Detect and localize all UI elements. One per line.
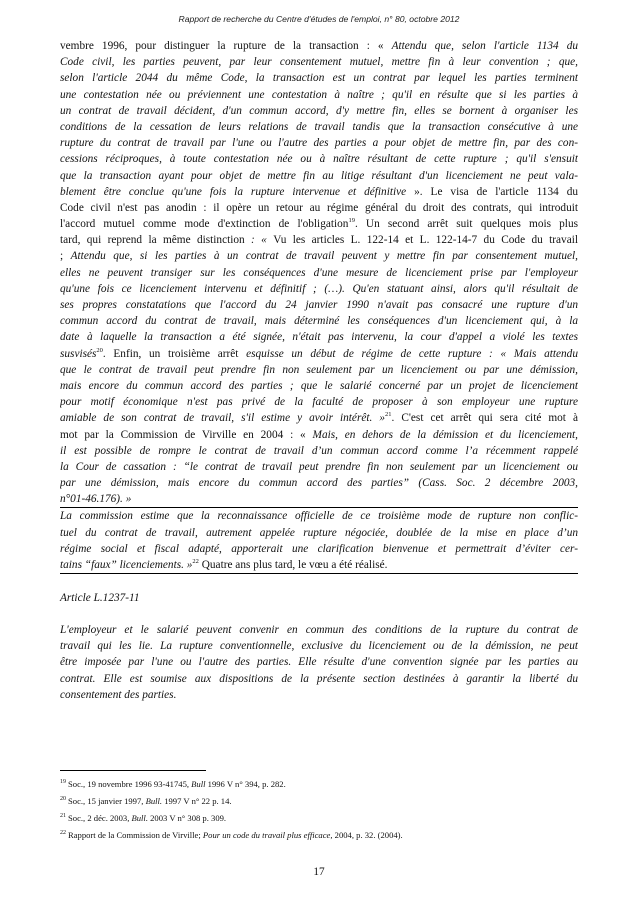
footnote-text: Soc., 2 déc. 2003, <box>68 813 132 823</box>
text-line: La commission estime que la reconnaissance officielle de ce troisième mode de rupture non conflic- <box>60 510 578 523</box>
text-run: mot par la Commission de Virville en 2004 : « <box>60 428 313 441</box>
quote-run: blement être conclue qu'une fois la rupture intervenue et définitive <box>60 185 407 198</box>
footnote-number: 22 <box>60 830 66 837</box>
text-line: pour motif économique n'est pas privé de la faculté de proposer à son employeur une rupture <box>60 396 578 409</box>
text-line <box>60 557 578 573</box>
footnote-number: 19 <box>60 779 66 786</box>
text-line: tuel du contrat de travail, autrement appelée rupture négociée, doublée de la mise en place d’un <box>60 526 578 539</box>
text-line: cessions réciproques, à toute contestation née ou à naître résultant de cette rupture ; qu'il s'ensuit <box>60 153 578 166</box>
text-line <box>60 248 578 264</box>
text-line: un contrat de travail décident, d'un commun accord, d'y mettre fin, elles se bornent à organiser les <box>60 104 578 117</box>
text-line: la Cour de cassation : “le contrat de travail peut prendre fin non seulement par un licenciement ou <box>60 460 578 473</box>
text-line: une contestation née ou préviennent une contestation à naître ; qu'il en résulte que si les parties à <box>60 88 578 101</box>
text-run: Vu les articles L. 122-14 et L. 122-14-7 du Code du travail <box>273 234 578 247</box>
body-text <box>60 38 578 574</box>
footnote-number: 21 <box>60 813 66 820</box>
footnote-separator <box>60 770 206 771</box>
footnote-ref-19[interactable]: 19 <box>348 217 355 225</box>
text-line: selon l'article 2044 du même Code, la transaction est un contrat par lequel les parties terminent <box>60 72 578 85</box>
footnote-text: Soc., 19 novembre 1996 93-41745, <box>68 779 192 789</box>
text-line: mais encore du commun accord des parties ; que le salarié concerné par un projet de licenciement <box>60 379 578 392</box>
text-run: ; <box>60 250 71 263</box>
quote-run: Mais, en dehors de la démission et du licenciement, <box>312 428 578 441</box>
footnote-ref-21[interactable]: 21 <box>385 411 392 419</box>
text-line <box>60 216 578 232</box>
text-line <box>60 38 578 54</box>
text-line: il est possible de rompre le contrat de travail d’un commun accord comme l’a récemment rappelé <box>60 444 578 457</box>
text-run: . Enfin, un troisième arrêt <box>102 347 247 360</box>
text-line: consentement des parties. <box>60 688 177 701</box>
text-run: Quatre ans plus tard, le vœu a été réalisé. <box>198 559 388 571</box>
footnote-20 <box>60 793 590 810</box>
text-line: Code civil, les parties peuvent, par leur consentement mutuel, mettre fin à leur convention ; que, <box>60 56 578 69</box>
footnote-text: Bull. <box>131 813 148 823</box>
quote-run: amiable de son contrat de travail, s'il estime y avoir intérêt. » <box>60 412 385 425</box>
text-line <box>60 410 578 426</box>
footnotes <box>60 776 590 844</box>
footnote-text: Soc., 15 janvier 1997, <box>68 796 146 806</box>
quote-run: susvisés <box>60 347 97 360</box>
text-line: qu'une fois ce licenciement intervenu et définitif ; (…). Qu'en statuant ainsi, alors qu'il résultait de <box>60 282 578 295</box>
footnote-text: 1996 V n° 394, p. 282. <box>205 779 286 789</box>
footnote-text: Rapport de la Commission de Virville; <box>68 830 203 840</box>
footnote-21 <box>60 810 590 827</box>
text-line <box>60 232 578 248</box>
footnote-ref-20[interactable]: 20 <box>96 346 103 354</box>
text-line <box>60 346 578 362</box>
text-line: conditions de la cessation de leurs relations de travail tandis que la transaction consécutive à une <box>60 120 578 133</box>
quote-run: Attendu que, si les parties à un contrat de travail peuvent y mettre fin par consentement mutuel, <box>70 250 578 263</box>
text-run: . Un second arrêt suit quelques mois plus <box>354 218 578 231</box>
text-line: être imposée par l'une ou l'autre des parties. Elle résulte d'une convention signée par les parties au <box>60 656 578 669</box>
footnote-19 <box>60 776 590 793</box>
text-run: l'accord mutuel comme mode d'extinction de l'obligation <box>60 218 349 231</box>
text-line: Code civil n'est pas anodin : il opère un retour au régime général du droit des contrats, qui introduit <box>60 201 578 214</box>
text-line: par une démission, mais encore du commun accord des parties” (Cass. Soc. 2 décembre 2003, <box>60 477 578 490</box>
text-line: L'employeur et le salarié peuvent convenir en commun des conditions de la rupture du contrat de <box>60 624 578 636</box>
commission-quote-box <box>60 507 578 574</box>
footnote-text: 1997 V n° 22 p. 14. <box>162 796 232 806</box>
text-line <box>60 184 578 200</box>
footnote-text: , 2004, p. 32. (2004). <box>330 830 403 840</box>
footnote-22 <box>60 827 590 844</box>
text-line <box>60 427 578 443</box>
text-line: rupture du contrat de travail par l'une ou l'autre des parties a pour objet de mettre fin, par des con- <box>60 137 578 150</box>
text-line: que la transaction ayant pour objet de mettre fin au litige résultant d'un licenciement ne peut vala- <box>60 169 578 182</box>
footnote-text: 2003 V n° 308 p. 309. <box>147 813 227 823</box>
text-line: commun accord du contrat de travail, mais déterminé les conséquences d'un licenciement qui, à la <box>60 315 578 328</box>
text-run: . C'est cet arrêt qui sera cité mot à <box>391 412 578 425</box>
text-line: travail qui les lie. La rupture conventionnelle, exclusive du licenciement ou de la démission, ne peut <box>60 640 578 653</box>
footnote-text: Bull. <box>145 796 163 806</box>
text-line: n°01-46.176). » <box>60 493 132 506</box>
quote-run: esquisse un début de régime de cette rupture : « Mais attendu <box>246 347 578 360</box>
footnote-number: 20 <box>60 796 66 803</box>
text-line: elles ne peuvent transiger sur les conséquences d'une mesure de licenciement prise par l'employeur <box>60 266 578 279</box>
text-run: tard, qui reprend la même distinction <box>60 234 252 247</box>
article-heading: Article L.1237-11 <box>60 592 140 604</box>
text-line: régime social et fiscal adapté, apporterait une clarification bienvenue et permettrait d’éviter cer- <box>60 542 578 555</box>
text-line: contrat. Elle est soumise aux dispositions de la présente section destinées à garantir la liberté du <box>60 672 578 685</box>
text-line: date à laquelle la transaction a été signée, n'était pas intervenu, la cour d'appel a violé les textes <box>60 331 578 344</box>
article-text <box>60 622 578 703</box>
footnote-text: Bull <box>191 779 206 789</box>
text-run: : « <box>251 234 274 247</box>
quote-run: Attendu que, selon l'article 1134 du <box>391 40 578 52</box>
text-line: ses propres constatations que l'accord du 24 janvier 1990 n'avait pas consacré une rupture d'un <box>60 299 578 311</box>
quote-run: tains “faux” licenciements. » <box>60 559 193 571</box>
text-line: que le contrat de travail peut prendre fin non seulement par un licenciement ou par une démission, <box>60 363 578 376</box>
footnote-ref-22[interactable]: 22 <box>192 558 199 566</box>
text-run: ». Le visa de l'article 1134 du <box>406 185 578 198</box>
text-run: vembre 1996, pour distinguer la rupture de la transaction : « <box>60 40 392 52</box>
page-number: 17 <box>313 866 325 878</box>
footnote-text: Pour un code du travail plus efficace <box>202 830 331 840</box>
running-header: Rapport de recherche du Centre d'études de l'emploi, n° 80, octobre 2012 <box>178 14 460 24</box>
